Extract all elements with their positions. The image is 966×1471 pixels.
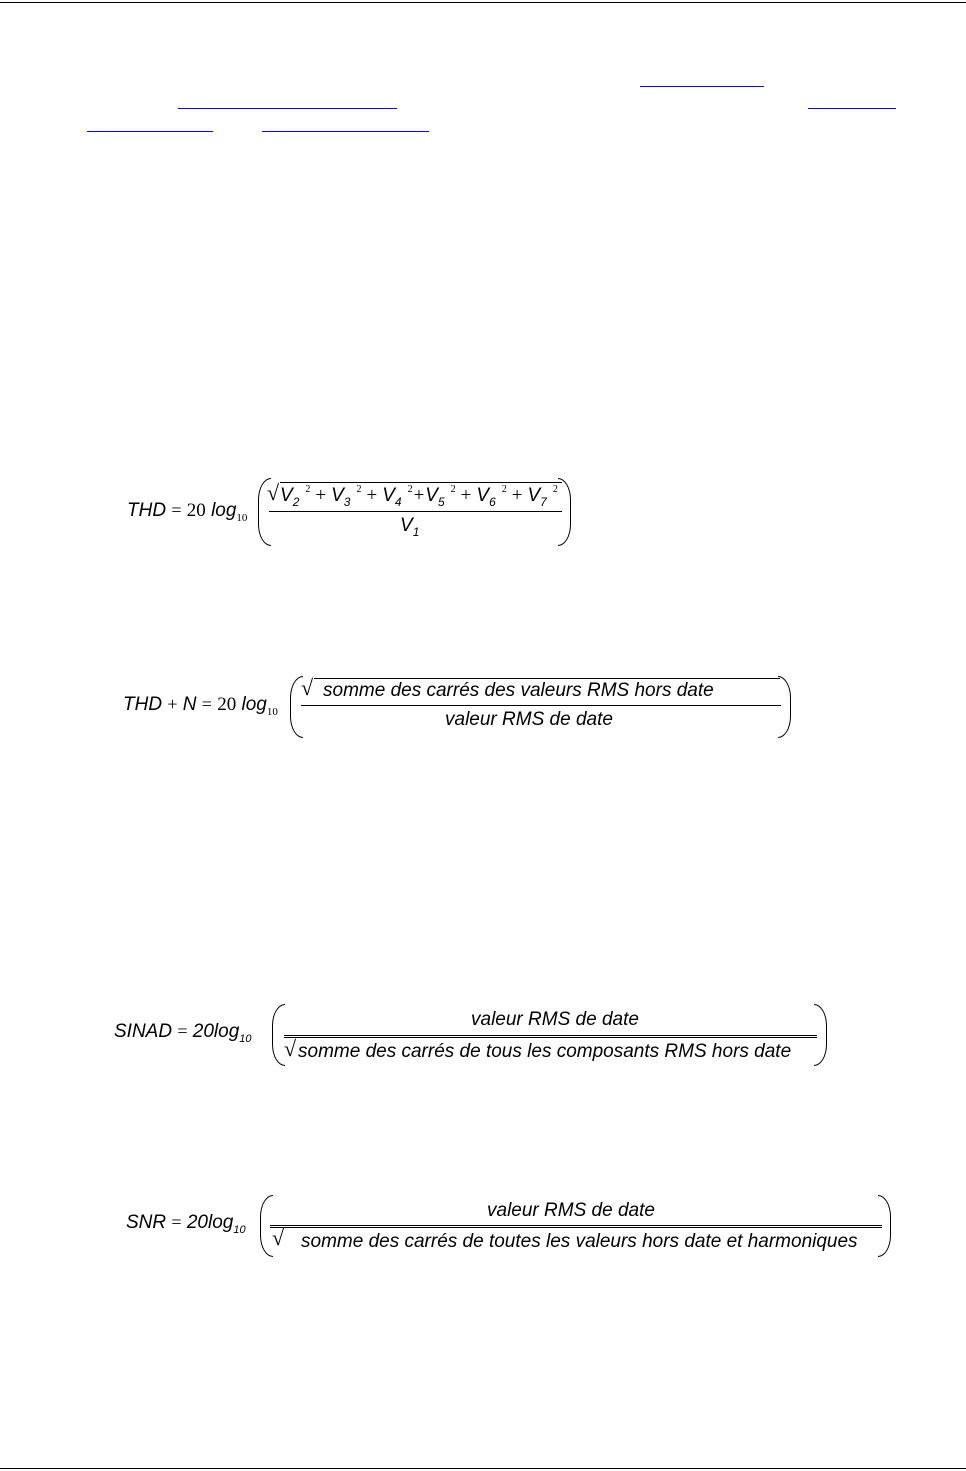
thd-numerator <box>280 484 558 509</box>
sqrt-sign: √ <box>284 1036 297 1061</box>
sqrt-bar <box>314 678 780 679</box>
thdn-numerator: somme des carrés des valeurs RMS hors date <box>323 680 714 701</box>
fraction-bar <box>270 1225 882 1228</box>
term-v7: $V_7^2$ <box>527 484 558 509</box>
link-underline-3[interactable] <box>808 108 896 109</box>
plus-sign: + <box>366 485 378 506</box>
snr-denominator: somme des carrés de toutes les valeurs hors date et harmoniques <box>301 1231 858 1252</box>
thdn-denominator: valeur RMS de date <box>445 709 613 730</box>
right-paren <box>778 676 791 738</box>
right-paren <box>878 1195 891 1257</box>
snr-formula <box>122 1190 902 1270</box>
plus-sign: + <box>460 485 472 506</box>
link-underline-1[interactable] <box>640 86 764 87</box>
thdn-formula <box>118 672 798 752</box>
sqrt-sign: √ <box>267 480 280 505</box>
sqrt-bar <box>280 482 562 483</box>
sqrt-sign: √ <box>301 675 314 700</box>
right-paren <box>558 478 571 546</box>
term-v2: $V_2^2$ <box>280 484 311 509</box>
sinad-numerator: valeur RMS de date <box>471 1009 639 1030</box>
log-base: 10 <box>236 512 248 524</box>
thd-lhs <box>127 500 247 524</box>
thd-label: THD <box>127 500 167 521</box>
snr-lhs: SNR = $20\log_{10}$ <box>126 1212 246 1236</box>
thdn-lhs: THD + N = 20 $\log_{10}$ <box>123 694 278 718</box>
term-v6: $V_6^2$ <box>476 484 507 509</box>
header-rule <box>0 2 966 3</box>
term-v4: $V_4^2$ <box>382 484 413 509</box>
plus-sign: + <box>511 485 523 506</box>
snr-numerator: valeur RMS de date <box>487 1200 655 1221</box>
term-v3: $V_3^2$ <box>331 484 362 509</box>
thd-formula <box>120 472 580 552</box>
coefficient: 20 <box>186 500 206 521</box>
term-v5: $V_5^2$ <box>425 484 456 509</box>
sinad-formula <box>112 998 832 1078</box>
right-paren <box>814 1004 827 1066</box>
sinad-denominator: somme des carrés de tous les composants RMS hors date <box>298 1041 792 1062</box>
fraction-bar <box>284 1035 817 1038</box>
thd-denominator: $V_1$ <box>400 515 420 539</box>
footer-rule <box>0 1468 966 1469</box>
link-underline-4[interactable] <box>87 131 213 132</box>
equals-sign: = <box>171 500 182 520</box>
fraction-bar <box>269 511 562 512</box>
plus-sign: + <box>315 485 327 506</box>
link-underline-5[interactable] <box>262 131 429 132</box>
log-label: log <box>211 500 237 521</box>
plus-sign: + <box>413 485 425 506</box>
sinad-lhs: SINAD = $20\log_{10}$ <box>114 1021 252 1045</box>
link-underline-2[interactable] <box>178 108 397 109</box>
sqrt-sign: √ <box>272 1225 285 1250</box>
fraction-bar <box>301 705 781 706</box>
